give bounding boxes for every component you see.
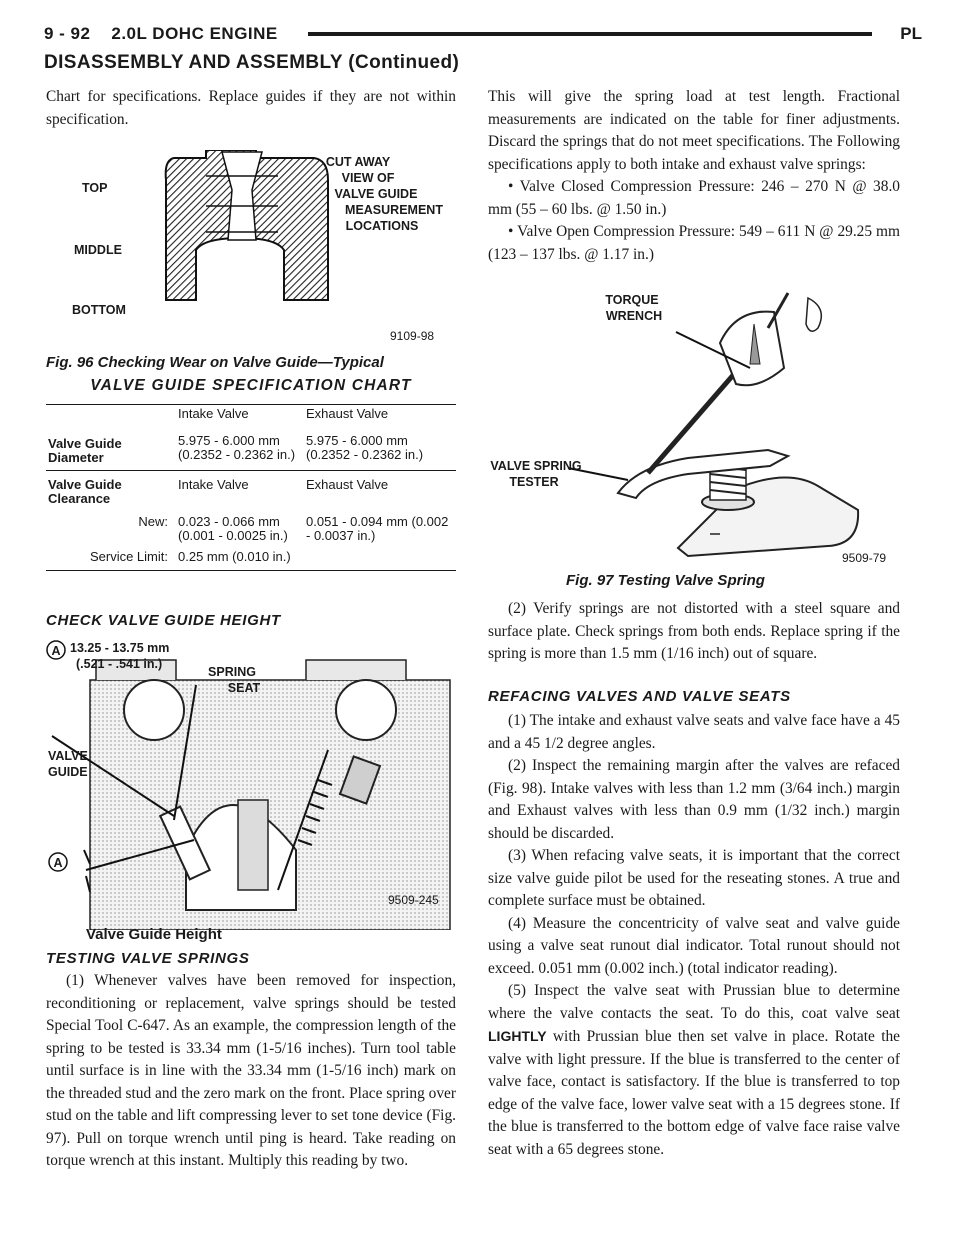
brand-code: PL <box>900 24 922 43</box>
refacing-heading: REFACING VALVES AND VALVE SEATS <box>488 688 791 705</box>
refacing-step-5 <box>488 980 900 1161</box>
new-exhaust: 0.051 - 0.094 mm (0.002 - 0.0037 in.) <box>306 513 449 543</box>
new-label: New: <box>138 513 168 529</box>
dimension-mm: 13.25 - 13.75 mm <box>70 641 170 655</box>
step5-part-a: (5) Inspect the valve seat with Prussian blue to determine where the valve contacts the seat. To do this, coat valve seat <box>488 982 900 1022</box>
fig97-caption: Fig. 97 Testing Valve Spring <box>566 572 765 589</box>
step5-bold: LIGHTLY <box>488 1028 547 1044</box>
label-valve: VALVE <box>48 749 88 763</box>
label-valve-spring: VALVE SPRING <box>490 459 582 473</box>
marker-a-bottom: A <box>53 856 63 870</box>
col-intake: Intake Valve <box>178 406 249 421</box>
dimension-in: (.521 - .541 in.) <box>76 657 163 671</box>
callout-line-2: VIEW OF <box>341 171 395 185</box>
label-top: TOP <box>82 181 108 195</box>
label-torque: TORQUE <box>605 293 659 307</box>
bullet-open-text: Valve Open Compression Pressure: 549 – 611 N @ 29.25 mm (123 – 137 lbs. @ 1.17 in.) <box>488 223 900 263</box>
callout-line-3: VALVE GUIDE <box>334 187 418 201</box>
marker-a-top: A <box>51 644 61 658</box>
label-guide: GUIDE <box>48 765 88 779</box>
label-bottom: BOTTOM <box>72 303 126 317</box>
chart-title: VALVE GUIDE SPECIFICATION CHART <box>90 377 412 394</box>
callout-line-5: LOCATIONS <box>345 219 419 233</box>
check-guide-height-heading: CHECK VALVE GUIDE HEIGHT <box>46 612 281 629</box>
valve-guide-height-figure <box>46 640 456 930</box>
refacing-step-4: (4) Measure the concentricity of valve seat and valve guide using a valve seat runout dial indicator. Total runout should not exceed. 0.051 mm (0.002 inch.) (total indicator reading). <box>488 914 900 977</box>
valve-guide-cutaway-figure <box>46 150 456 350</box>
diameter-label: Valve Guide Diameter <box>48 436 122 465</box>
diameter-intake: 5.975 - 6.000 mm (0.2352 - 0.2362 in.) <box>178 433 296 462</box>
bullet-closed-text: Valve Closed Compression Pressure: 246 – 270 N @ 38.0 mm (55 – 60 lbs. @ 1.50 in.) <box>488 178 900 218</box>
bullet-closed: • Valve Closed Compression Pressure: 246 – 270 N @ 38.0 mm (55 – 60 lbs. @ 1.50 in.) <box>488 178 900 218</box>
label-tester: TESTER <box>509 475 559 489</box>
clearance-col-exhaust: Exhaust Valve <box>306 476 389 492</box>
refacing-step-2: (2) Inspect the remaining margin after the valves are refaced (Fig. 98). Intake valves with less than 1.2 mm (3/64 inch.) margin and Exhaust valves with less than 0.9 mm (1/32 inch.) margin should be discarded. <box>488 757 900 842</box>
label-seat: SEAT <box>227 681 261 695</box>
page-header <box>44 16 922 50</box>
refacing-step-3: (3) When refacing valve seats, it is important that the correct size valve guide pilot be used for the reseating stones. A true and complete surface must be obtained. <box>488 847 900 909</box>
header-rule <box>308 32 872 36</box>
figure-code-245: 9509-245 <box>388 893 439 907</box>
service-limit-value: 0.25 mm (0.010 in.) <box>178 548 291 564</box>
label-wrench: WRENCH <box>605 309 663 323</box>
callout-line-4: MEASUREMENT <box>345 203 443 217</box>
right-top-text <box>488 86 900 266</box>
fig96-caption: Fig. 96 Checking Wear on Valve Guide—Typical <box>46 354 384 371</box>
diameter-exhaust: 5.975 - 6.000 mm (0.2352 - 0.2362 in.) <box>306 433 424 462</box>
step5-part-b: with Prussian blue then set valve in place. Rotate the valve with light pressure. If the blue is transferred to the center of valve face, contact is satisfactory. If the blue is transferred to top edge of the valve face, lower valve seat with a 15 degrees stone. If the blue is transferred to the bottom edge of valve face raise valve seat with a 65 degrees stone. <box>488 1028 900 1158</box>
col-exhaust: Exhaust Valve <box>306 406 389 421</box>
testing-text: (1) Whenever valves have been removed for inspection, reconditioning or replacement, valve springs should be tested Special Tool C-647. As an example, the compression length of the spring to be tested is 33.34 mm (1-5/16 inches). Turn tool table until surface is in line with the 33.34 mm (1-5/16 inch) mark on the threaded stud and the zero mark on the front. Place spring over stud on the table and lift compressing lever to set tone device (Fig. 97). Pull on torque wrench until ping is heard. Take reading on torque wrench at this instant. Multiply this reading by two. <box>46 972 456 1169</box>
valve-spring-tester-figure <box>488 288 900 578</box>
refacing-step-1: (1) The intake and exhaust valve seats and valve face have a 45 and a 45 1/2 degree angles. <box>488 712 900 752</box>
testing-paragraph <box>46 970 456 1173</box>
valve-guide-spec-table <box>46 404 456 571</box>
intro-paragraph <box>46 86 456 131</box>
figure-code-79: 9509-79 <box>842 551 887 565</box>
new-intake: 0.023 - 0.066 mm (0.001 - 0.0025 in.) <box>178 513 288 543</box>
page-reference: 9 - 92 2.0L DOHC ENGINE <box>44 24 278 43</box>
service-limit-label: Service Limit: <box>89 548 168 564</box>
label-middle: MIDDLE <box>74 243 122 257</box>
clearance-col-intake: Intake Valve <box>178 476 249 492</box>
callout-line-1: CUT AWAY <box>325 155 391 169</box>
testing-springs-heading: TESTING VALVE SPRINGS <box>46 950 250 967</box>
clearance-label: Valve Guide Clearance <box>48 476 122 506</box>
figure-code: 9109-98 <box>390 329 435 343</box>
label-spring: SPRING <box>208 665 256 679</box>
section-title: DISASSEMBLY AND ASSEMBLY (Continued) <box>44 52 460 73</box>
spring-load-paragraph: This will give the spring load at test length. Fractional measurements are indicated on the table for finer adjustments. Discard the springs that do not meet specifications. The Following specifications apply to both intake and exhaust valve springs: <box>488 88 900 173</box>
right-middle-text <box>488 598 900 666</box>
refacing-text <box>488 710 900 1161</box>
intro-text: Chart for specifications. Replace guides if they are not within specification. <box>46 88 456 128</box>
valve-guide-height-caption: Valve Guide Height <box>86 926 222 943</box>
bullet-open: • Valve Open Compression Pressure: 549 – 611 N @ 29.25 mm (123 – 137 lbs. @ 1.17 in.) <box>488 223 900 263</box>
square-check-paragraph: (2) Verify springs are not distorted with a steel square and surface plate. Check springs from both ends. Replace spring if the spring is more than 1.5 mm (1/16 inch) out of square. <box>488 600 900 662</box>
